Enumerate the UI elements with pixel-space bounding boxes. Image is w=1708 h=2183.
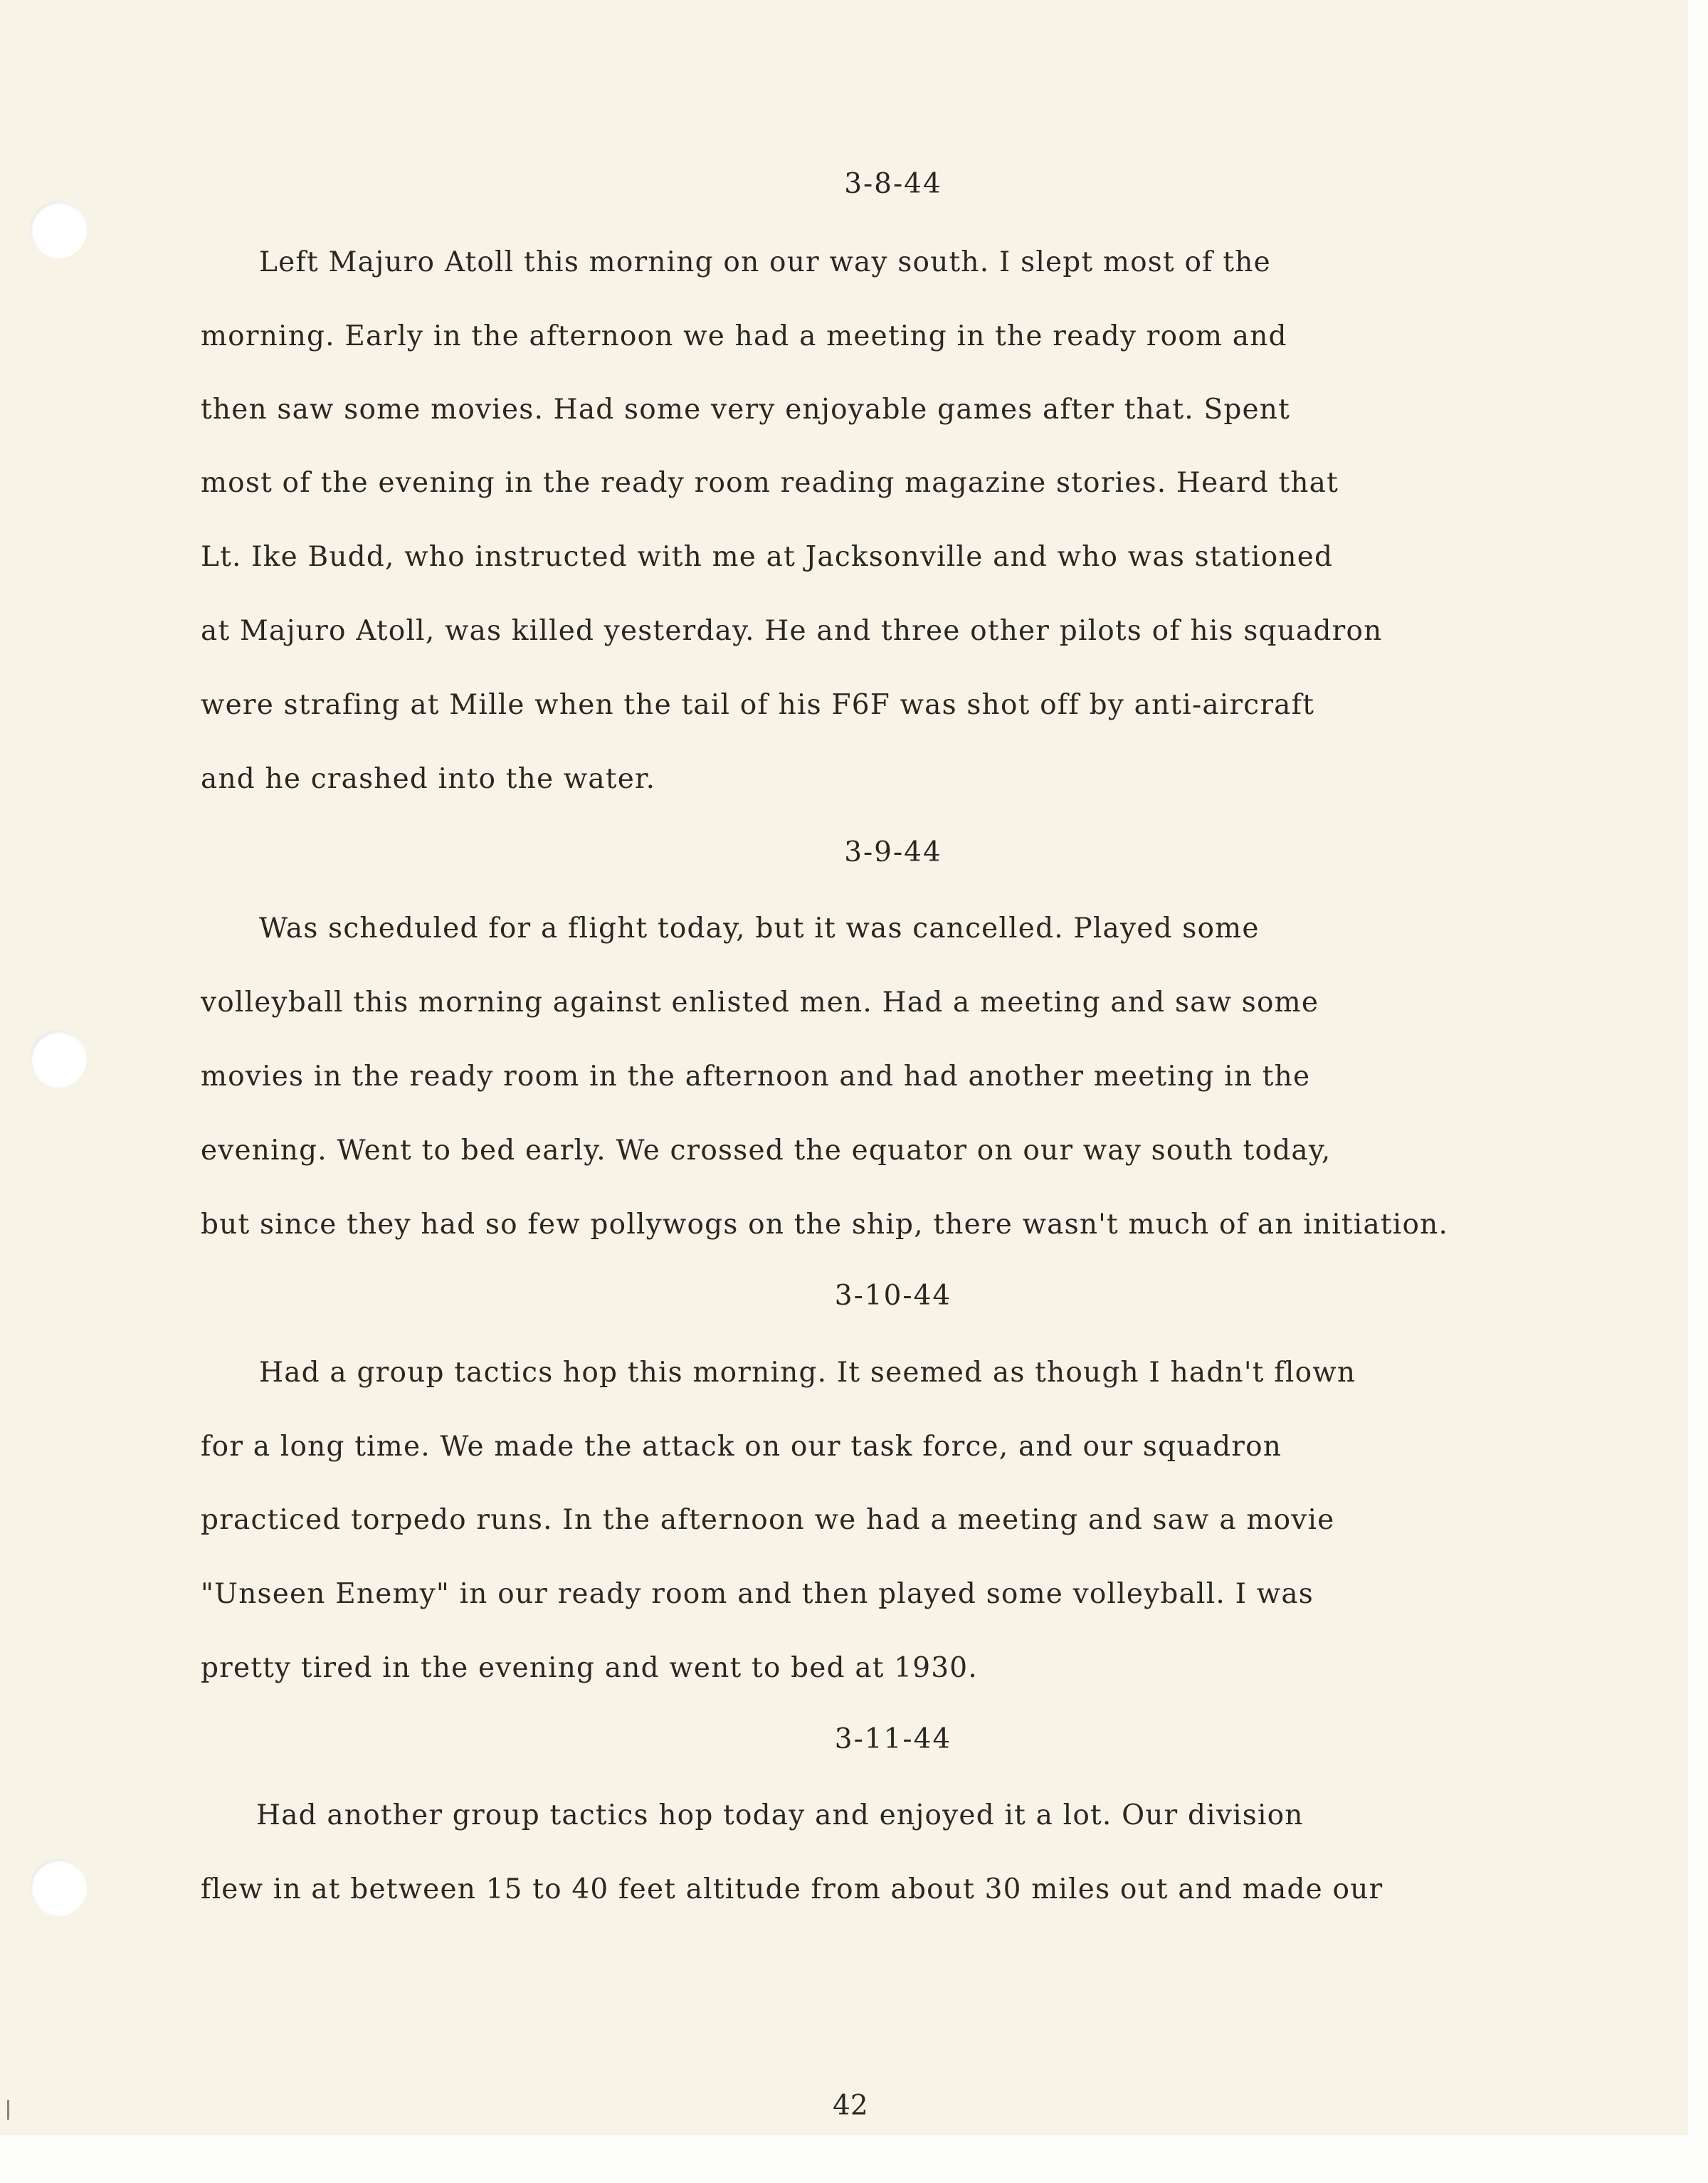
entry-line: were strafing at Mille when the tail of his F6F was shot off by anti-aircraft [201, 689, 1315, 721]
entry-date: 3-11-44 [834, 1723, 952, 1755]
edge-mark [7, 2100, 9, 2120]
binder-hole-top [30, 201, 87, 258]
entry-date: 3-9-44 [844, 836, 942, 868]
entry-line: "Unseen Enemy" in our ready room and then played some volleyball. I was [201, 1578, 1314, 1610]
entry-line: Left Majuro Atoll this morning on our way south. I slept most of the [259, 246, 1271, 278]
entry-line: for a long time. We made the attack on our task force, and our squadron [201, 1431, 1282, 1463]
entry-line: volleyball this morning against enlisted men. Had a meeting and saw some [201, 987, 1319, 1019]
entry-line: practiced torpedo runs. In the afternoon we had a meeting and saw a movie [201, 1504, 1335, 1536]
entry-date: 3-10-44 [834, 1280, 952, 1312]
entry-line: then saw some movies. Had some very enjoyable games after that. Spent [201, 394, 1290, 426]
binder-hole-middle [30, 1031, 87, 1088]
entry-line: most of the evening in the ready room reading magazine stories. Heard that [201, 467, 1339, 499]
entry-line: evening. Went to bed early. We crossed the equator on our way south today, [201, 1135, 1332, 1167]
entry-line: Had a group tactics hop this morning. It seemed as though I hadn't flown [259, 1357, 1356, 1389]
entry-date: 3-8-44 [844, 168, 942, 200]
entry-line: Was scheduled for a flight today, but it was cancelled. Played some [259, 912, 1260, 945]
page-number: 42 [833, 2090, 868, 2122]
entry-line: flew in at between 15 to 40 feet altitude from about 30 miles out and made our [201, 1873, 1383, 1905]
binder-hole-bottom [30, 1859, 87, 1916]
entry-line: at Majuro Atoll, was killed yesterday. He and three other pilots of his squadron [201, 615, 1383, 647]
entry-line: and he crashed into the water. [201, 763, 656, 795]
entry-line: but since they had so few pollywogs on the ship, there wasn't much of an initiation. [201, 1209, 1449, 1241]
entry-line: Had another group tactics hop today and enjoyed it a lot. Our division [256, 1799, 1304, 1831]
entry-line: movies in the ready room in the afternoon and had another meeting in the [201, 1061, 1311, 1093]
entry-line: pretty tired in the evening and went to bed at 1930. [201, 1652, 978, 1684]
scan-margin-right [1688, 0, 1708, 2183]
entry-line: morning. Early in the afternoon we had a meeting in the ready room and [201, 320, 1287, 352]
entry-line: Lt. Ike Budd, who instructed with me at Jacksonville and who was stationed [201, 541, 1334, 573]
scan-margin-bottom [0, 2135, 1708, 2183]
